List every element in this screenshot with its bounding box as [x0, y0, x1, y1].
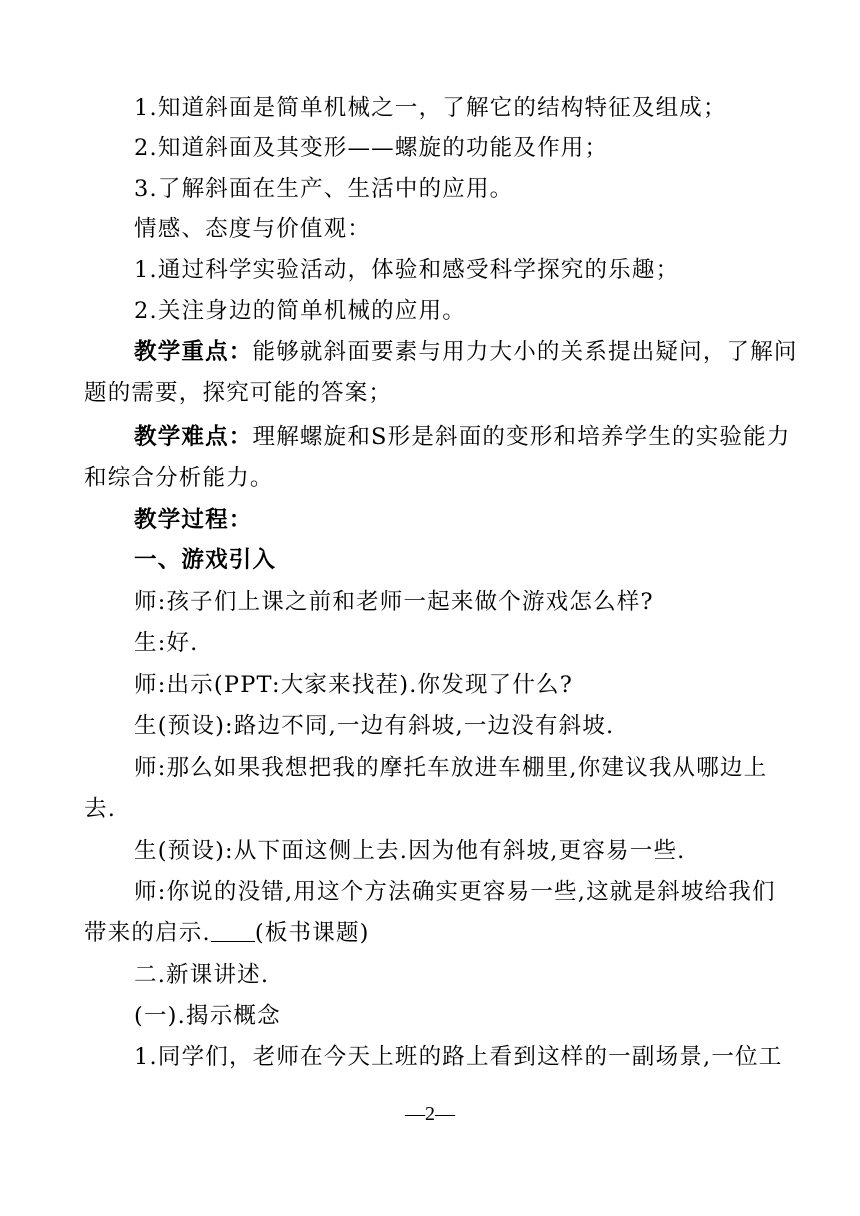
dialogue-line-2: 生:好. [134, 630, 199, 656]
dialogue-line-5: 师:那么如果我想把我的摩托车放进车棚里,你建议我从哪边上 [134, 755, 768, 781]
section1-title: 一、游戏引入 [134, 547, 277, 573]
emotion-line-1: 1.通过科学实验活动，体验和感受科学探究的乐趣； [134, 257, 680, 283]
dialogue-line-5-cont: 去. [84, 796, 117, 822]
blank-line [211, 921, 255, 942]
difficult-point-label: 教学难点： [134, 424, 253, 450]
process-title: 教学过程： [134, 507, 253, 533]
dialogue-line-6: 生(预设):从下面这侧上去.因为他有斜坡,更容易一些. [134, 838, 686, 864]
key-point-label: 教学重点： [134, 339, 253, 365]
dialogue-line-1: 师:孩子们上课之前和老师一起来做个游戏怎么样? [134, 589, 654, 615]
emotion-line-2: 2.关注身边的简单机械的应用。 [134, 298, 466, 324]
last-line: 1.同学们，老师在今天上班的路上看到这样的一副场景,一位工 [134, 1044, 783, 1070]
page-number: —2— [405, 1103, 455, 1125]
dialogue-line-7-cont: 带来的启示. (板书课题) [84, 920, 370, 946]
emotion-heading: 情感、态度与价值观： [134, 216, 372, 242]
dialogue-line-7: 师:你说的没错,用这个方法确实更容易一些,这就是斜坡给我们 [134, 879, 776, 905]
difficult-point-cont: 和综合分析能力。 [84, 465, 274, 491]
difficult-point [134, 422, 791, 452]
difficult-point-text: 理解螺旋和S形是斜面的变形和培养学生的实验能力 [252, 424, 791, 450]
key-point-cont: 题的需要，探究可能的答案； [84, 380, 393, 406]
objective-line-3: 3.了解斜面在生产、生活中的应用。 [134, 176, 514, 202]
sub-title: (一).揭示概念 [134, 1003, 281, 1029]
dialogue-line-3: 师:出示(PPT:大家来找茬).你发现了什么? [134, 672, 574, 698]
dialogue-line-4: 生(预设):路边不同,一边有斜坡,一边没有斜坡. [134, 713, 615, 739]
objective-line-1: 1.知道斜面是简单机械之一，了解它的结构特征及组成； [134, 95, 727, 121]
objective-line-2: 2.知道斜面及其变形——螺旋的功能及作用； [134, 135, 609, 161]
key-point-text: 能够就斜面要素与用力大小的关系提出疑问，了解问 [252, 339, 798, 365]
section2-title: 二.新课讲述. [134, 962, 270, 988]
key-point [134, 337, 798, 367]
